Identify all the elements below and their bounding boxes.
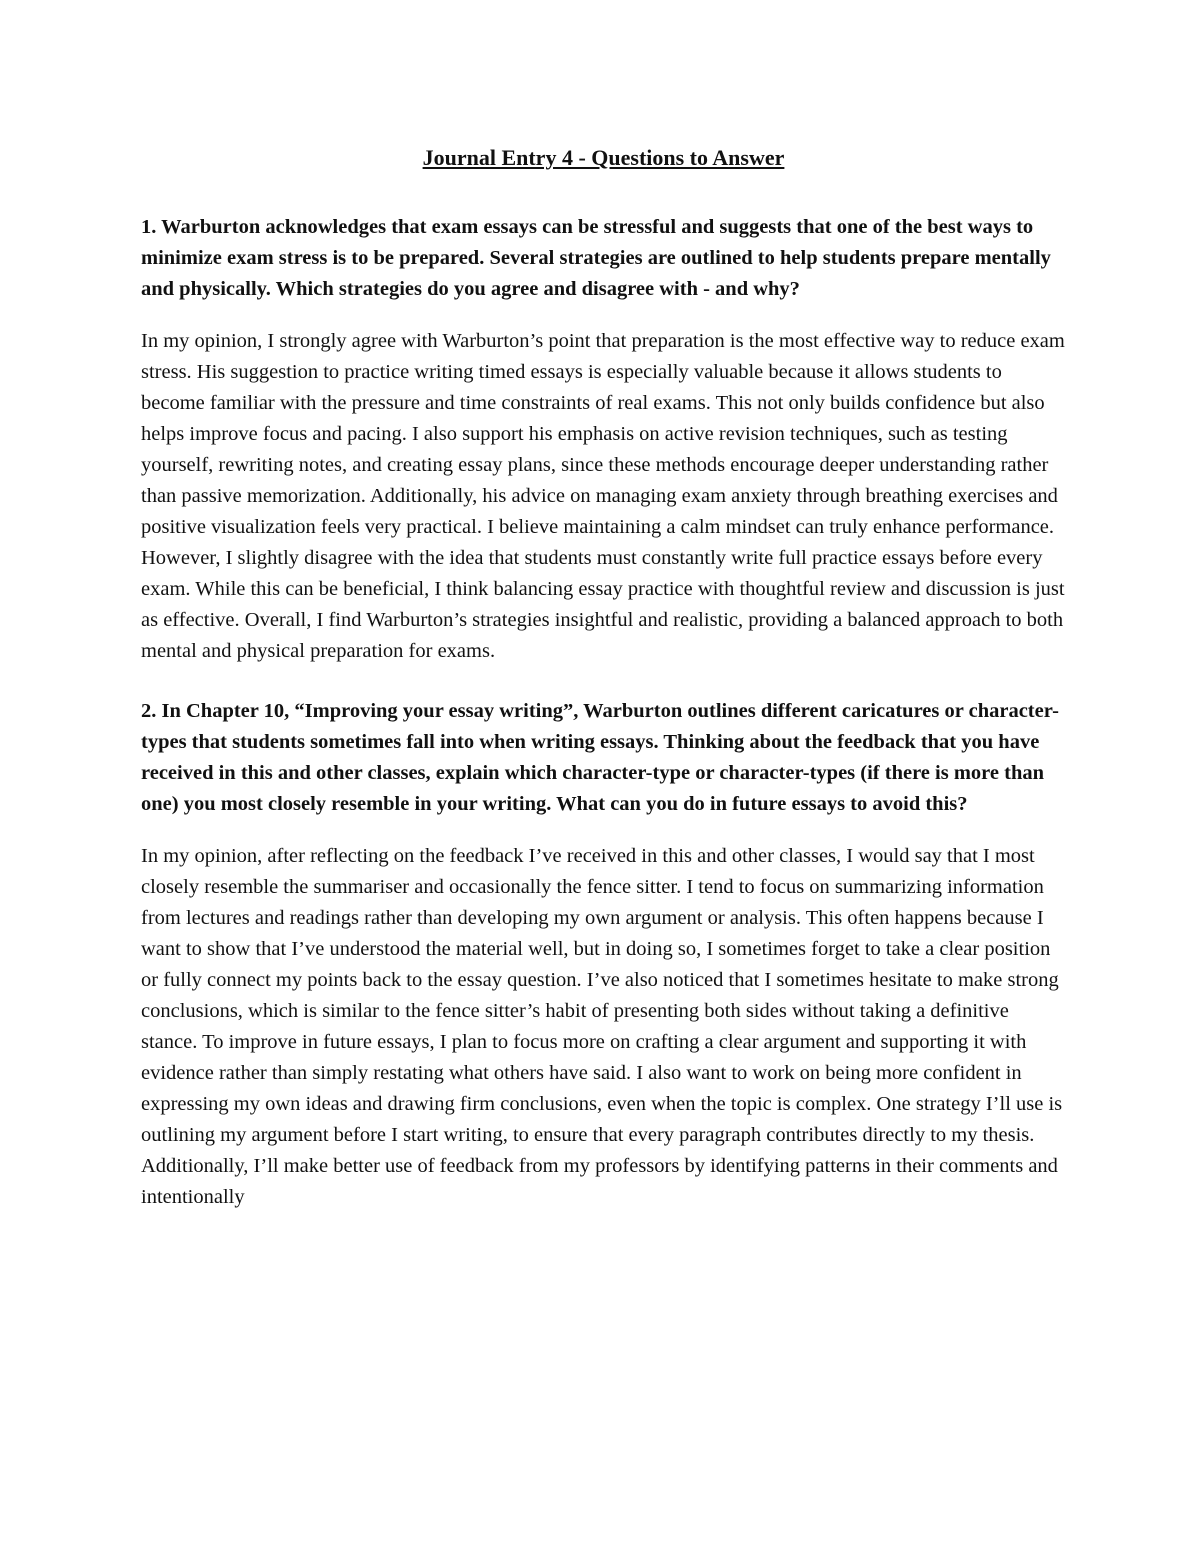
question-1: 1. Warburton acknowledges that exam essays can be stressful and suggests that one of the best ways to minimize exam stress is to be prepared. Several strategies are outlined to help students prepare mentally and physically. Which strategies do you agree and disagree with - and why?: [141, 216, 1051, 300]
answer-2: In my opinion, after reflecting on the feedback I’ve received in this and other classes, I would say that I most closely resemble the summariser and occasionally the fence sitter. I tend to focus on summarizing information from lectures and readings rather than developing my own argument or analysis. This often happens because I want to show that I’ve understood the material well, but in doing so, I sometimes forget to take a clear position or fully connect my points back to the essay question. I’ve also noticed that I sometimes hesitate to make strong conclusions, which is similar to the fence sitter’s habit of presenting both sides without taking a definitive stance. To improve in future essays, I plan to focus more on crafting a clear argument and supporting it with evidence rather than simply restating what others have said. I also want to work on being more confident in expressing my own ideas and drawing firm conclusions, even when the topic is complex. One strategy I’ll use is outlining my argument before I start writing, to ensure that every paragraph contributes directly to my thesis. Additionally, I’ll make better use of feedback from my professors by identifying patterns in their comments and intentionally: [141, 845, 1063, 1208]
document-page: [141, 140, 1066, 1242]
question-2: 2. In Chapter 10, “Improving your essay writing”, Warburton outlines different caricatures or character-types that students sometimes fall into when writing essays. Thinking about the feedback that you have received in this and other classes, explain which character-type or character-types (if there is more than one) you most closely resemble in your writing. What can you do in future essays to avoid this?: [141, 700, 1059, 815]
answer-1: In my opinion, I strongly agree with Warburton’s point that preparation is the most effective way to reduce exam stress. His suggestion to practice writing timed essays is especially valuable because it allows students to become familiar with the pressure and time constraints of real exams. This not only builds confidence but also helps improve focus and pacing. I also support his emphasis on active revision techniques, such as testing yourself, rewriting notes, and creating essay plans, since these methods encourage deeper understanding rather than passive memorization. Additionally, his advice on managing exam anxiety through breathing exercises and positive visualization feels very practical. I believe maintaining a calm mindset can truly enhance performance. However, I slightly disagree with the idea that students must constantly write full practice essays before every exam. While this can be beneficial, I think balancing essay practice with thoughtful review and discussion is just as effective. Overall, I find Warburton’s strategies insightful and realistic, providing a balanced approach to both mental and physical preparation for exams.: [141, 330, 1065, 662]
document-title: Journal Entry 4 - Questions to Answer: [422, 145, 785, 170]
